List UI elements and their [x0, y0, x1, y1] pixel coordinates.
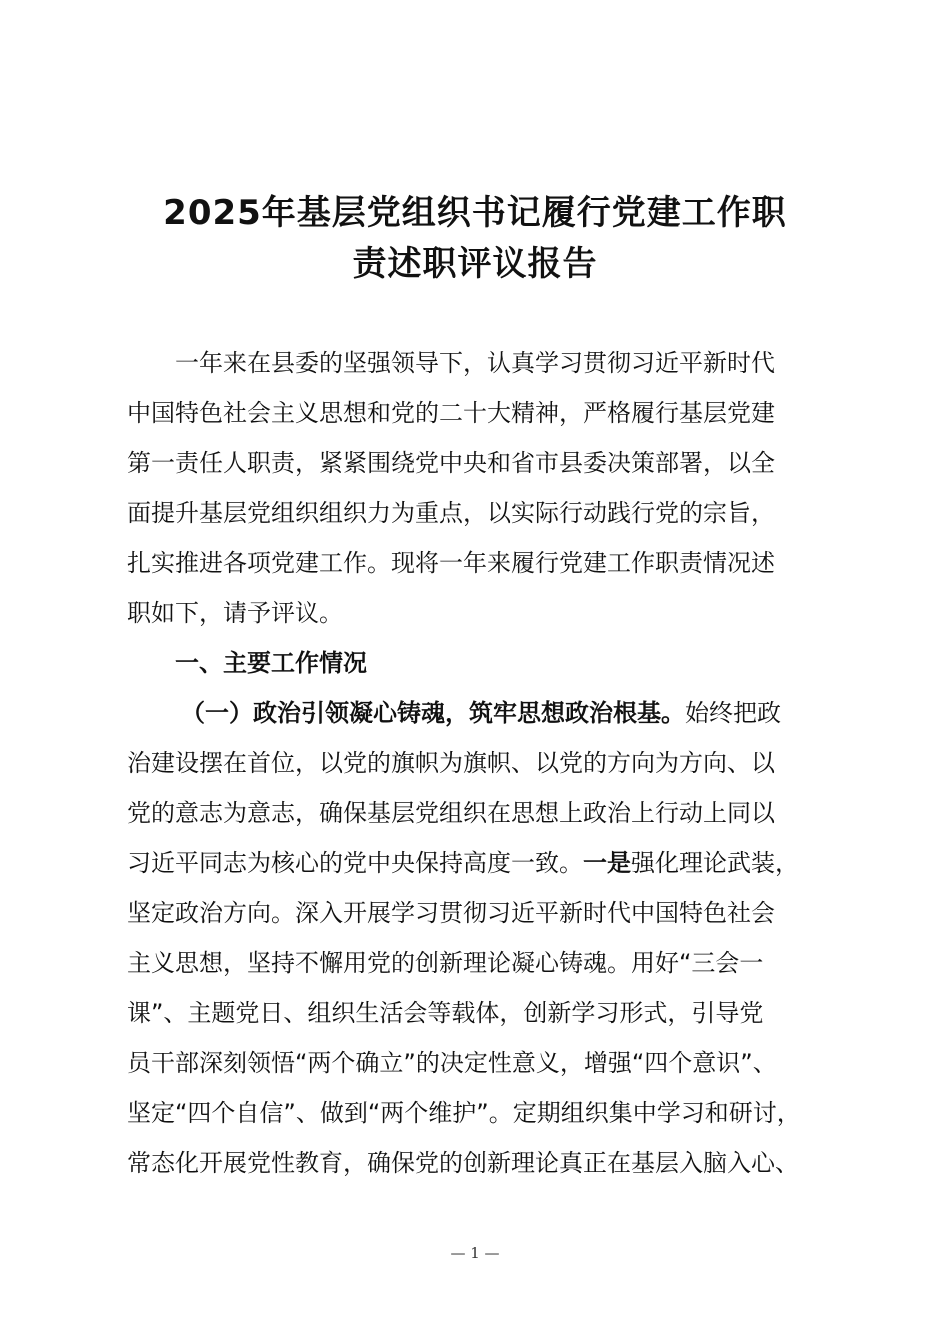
- paragraph-line: 主义思想，坚持不懈用党的创新理论凝心铸魂。用好“三会一: [127, 949, 764, 977]
- paragraph-line: 治建设摆在首位，以党的旗帜为旗帜、以党的方向为方向、以: [127, 749, 775, 777]
- paragraph-line: 一年来在县委的坚强领导下，认真学习贯彻习近平新时代: [175, 349, 775, 377]
- paragraph-line: 坚定政治方向。深入开展学习贯彻习近平新时代中国特色社会: [127, 899, 775, 927]
- paragraph-line: 扎实推进各项党建工作。现将一年来履行党建工作职责情况述: [127, 549, 775, 577]
- paragraph-line: 面提升基层党组织组织力为重点，以实际行动践行党的宗旨，: [127, 499, 775, 527]
- paragraph-line: 党的意志为意志，确保基层党组织在思想上政治上行动上同以: [127, 799, 775, 827]
- paragraph-text: 习近平同志为核心的党中央保持高度一致。: [127, 849, 583, 877]
- paragraph-line: [127, 838, 799, 888]
- subsection-heading: （一）政治引领凝心铸魂，筑牢思想政治根基。: [181, 699, 685, 727]
- paragraph-line: 课”、主题党日、组织生活会等载体，创新学习形式，引导党: [127, 999, 764, 1027]
- paragraph-line: 坚定“四个自信”、做到“两个维护”。定期组织集中学习和研讨，: [127, 1099, 801, 1127]
- section-heading: 一、主要工作情况: [175, 649, 367, 677]
- paragraph-text: 强化理论武装，: [631, 849, 799, 877]
- paragraph-line: 第一责任人职责，紧紧围绕党中央和省市县委决策部署，以全: [127, 449, 775, 477]
- page-number: — 1 —: [450, 1244, 500, 1262]
- paragraph-line: 常态化开展党性教育，确保党的创新理论真正在基层入脑入心、: [127, 1149, 799, 1177]
- subsection-lead-line: [181, 688, 781, 738]
- document-title-line-2: 责述职评议报告: [352, 244, 598, 284]
- paragraph-line: 中国特色社会主义思想和党的二十大精神，严格履行基层党建: [127, 399, 775, 427]
- paragraph-line: 职如下，请予评议。: [127, 599, 343, 627]
- document-title-line-1: 2025年基层党组织书记履行党建工作职: [163, 193, 787, 233]
- paragraph-line: 员干部深刻领悟“两个确立”的决定性意义，增强“四个意识”、: [127, 1049, 777, 1077]
- subsection-lead-text: 始终把政: [685, 699, 781, 727]
- point-marker: 一是: [583, 849, 631, 877]
